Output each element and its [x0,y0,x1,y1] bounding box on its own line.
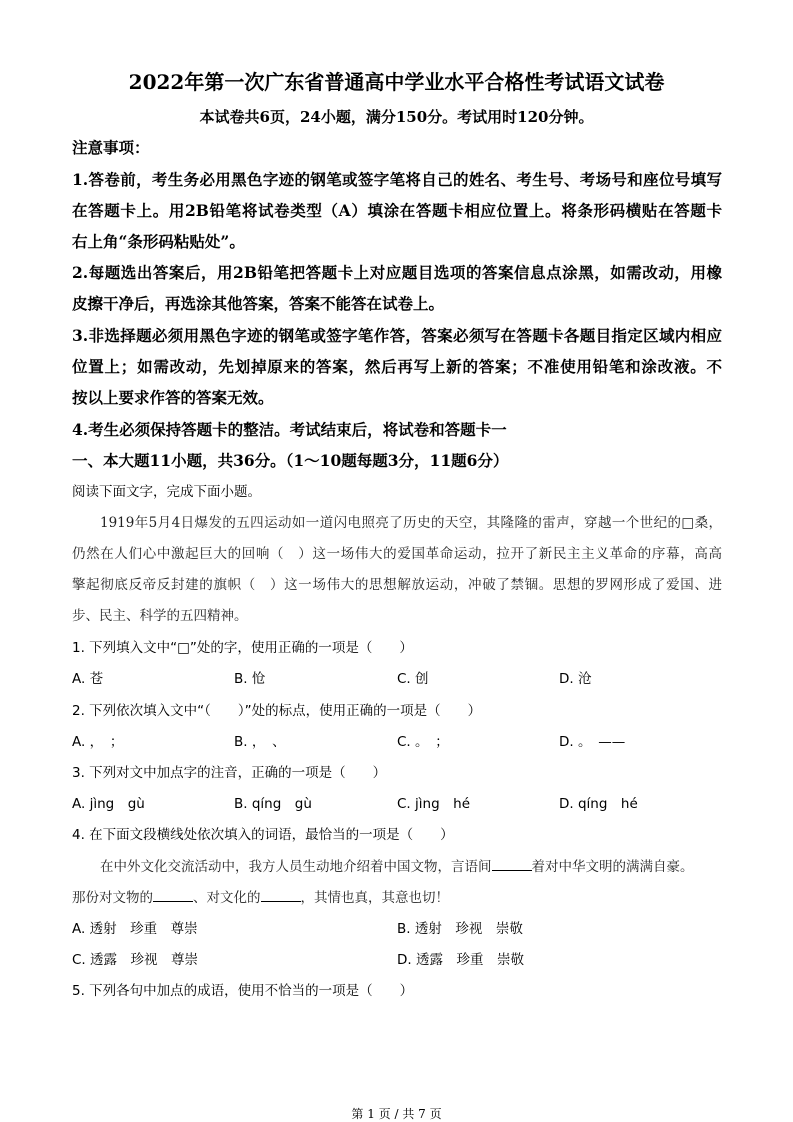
option-a: A. ， ； [72,734,124,750]
blank-line [261,887,301,902]
option-b: B. 透射 珍视 崇敬 [397,921,523,937]
option-c: C. 创 [397,671,429,687]
question-5: 5. 下列各句中加点的成语，使用不恰当的一项是（ ） [72,983,414,999]
option-b: B. ， 、 [234,734,286,750]
notice-line: 皮擦干净后，再选涂其他答案，答案不能答在试卷上。 [72,294,445,313]
notice-line: 2.每题选出答案后，用2B铅笔把答题卡上对应题目选项的答案信息点涂黑，如需改动，用橡 [72,263,722,282]
q4-passage-line: 在中外文化交流活动中，我方人员生动地介绍着中国文物，言语间 着对中华文明的满满自豪。 [100,856,722,878]
option-a: A. 苍 [72,671,104,687]
question-2: 2. 下列依次填入文中“（ ）”处的标点，使用正确的一项是（ ） [72,703,482,719]
option-d: D. 透露 珍重 崇敬 [397,952,524,968]
notice-line: 按以上要求作答的答案无效。 [72,388,274,407]
section-heading: 一、本大题11小题，共36分。（1～10题每题3分，11题6分） [72,451,509,470]
option-c: C. jìng hé [397,796,470,812]
option-a: A. jìng gù [72,796,145,812]
blank-line [492,856,532,871]
notice-line: 3.非选择题必须用黑色字迹的钢笔或签字笔作答，答案必须写在答题卡各题目指定区域内相应 [72,326,722,345]
passage-line: 1919年5月4日爆发的五四运动如一道闪电照亮了历史的天空，其隆隆的雷声，穿越一个世纪的□桑， [100,515,722,531]
subtitle: 本试卷共6页，24小题，满分150分。考试用时120分钟。 [199,108,594,126]
option-d: D. 。 —— [559,734,626,750]
passage-line: 擎起彻底反帝反封建的旗帜（ ）这一场伟大的思想解放运动，冲破了禁锢。思想的罗网形成了爱国、进 [72,577,722,593]
reading-instruction: 阅读下面文字，完成下面小题。 [72,484,261,500]
question-1: 1. 下列填入文中“□”处的字，使用正确的一项是（ ） [72,640,413,656]
option-a: A. 透射 珍重 尊崇 [72,921,198,937]
option-d: D. qíng hé [559,796,638,812]
notice-line: 1.答卷前，考生务必用黑色字迹的钢笔或签字笔将自己的姓名、考生号、考场号和座位号填写 [72,170,722,189]
question-3: 3. 下列对文中加点字的注音，正确的一项是（ ） [72,765,387,781]
page-footer: 第 1 页 / 共 7 页 [351,1107,442,1121]
option-c: C. 透露 珍视 尊崇 [72,952,199,968]
notice-heading: 注意事项： [72,138,150,157]
notice-line: 右上角“条形码粘贴处”。 [72,232,245,251]
option-c: C. 。 ； [397,734,449,750]
option-b: B. 怆 [234,671,266,687]
passage-line: 步、民主、科学的五四精神。 [72,608,248,624]
option-b: B. qíng gù [234,796,312,812]
notice-line: 位置上；如需改动，先划掉原来的答案，然后再写上新的答案；不准使用铅笔和涂改液。不 [72,357,722,376]
notice-line: 在答题卡上。用2B铅笔将试卷类型（A）填涂在答题卡相应位置上。将条形码横贴在答题卡 [72,201,722,220]
page-title: 2022年第一次广东省普通高中学业水平合格性考试语文试卷 [128,70,665,94]
option-d: D. 沧 [559,671,592,687]
blank-line [153,887,193,902]
q4-passage-line: 那份对文物的 、对文化的 ，其情也真，其意也切！ [72,887,722,909]
notice-line: 4.考生必须保持答题卡的整洁。考试结束后，将试卷和答题卡一 [72,420,507,439]
passage-line: 仍然在人们心中激起巨大的回响（ ）这一场伟大的爱国革命运动，拉开了新民主主义革命的序幕，高高 [72,546,722,562]
question-4: 4. 在下面文段横线处依次填入的词语，最恰当的一项是（ ） [72,827,454,843]
